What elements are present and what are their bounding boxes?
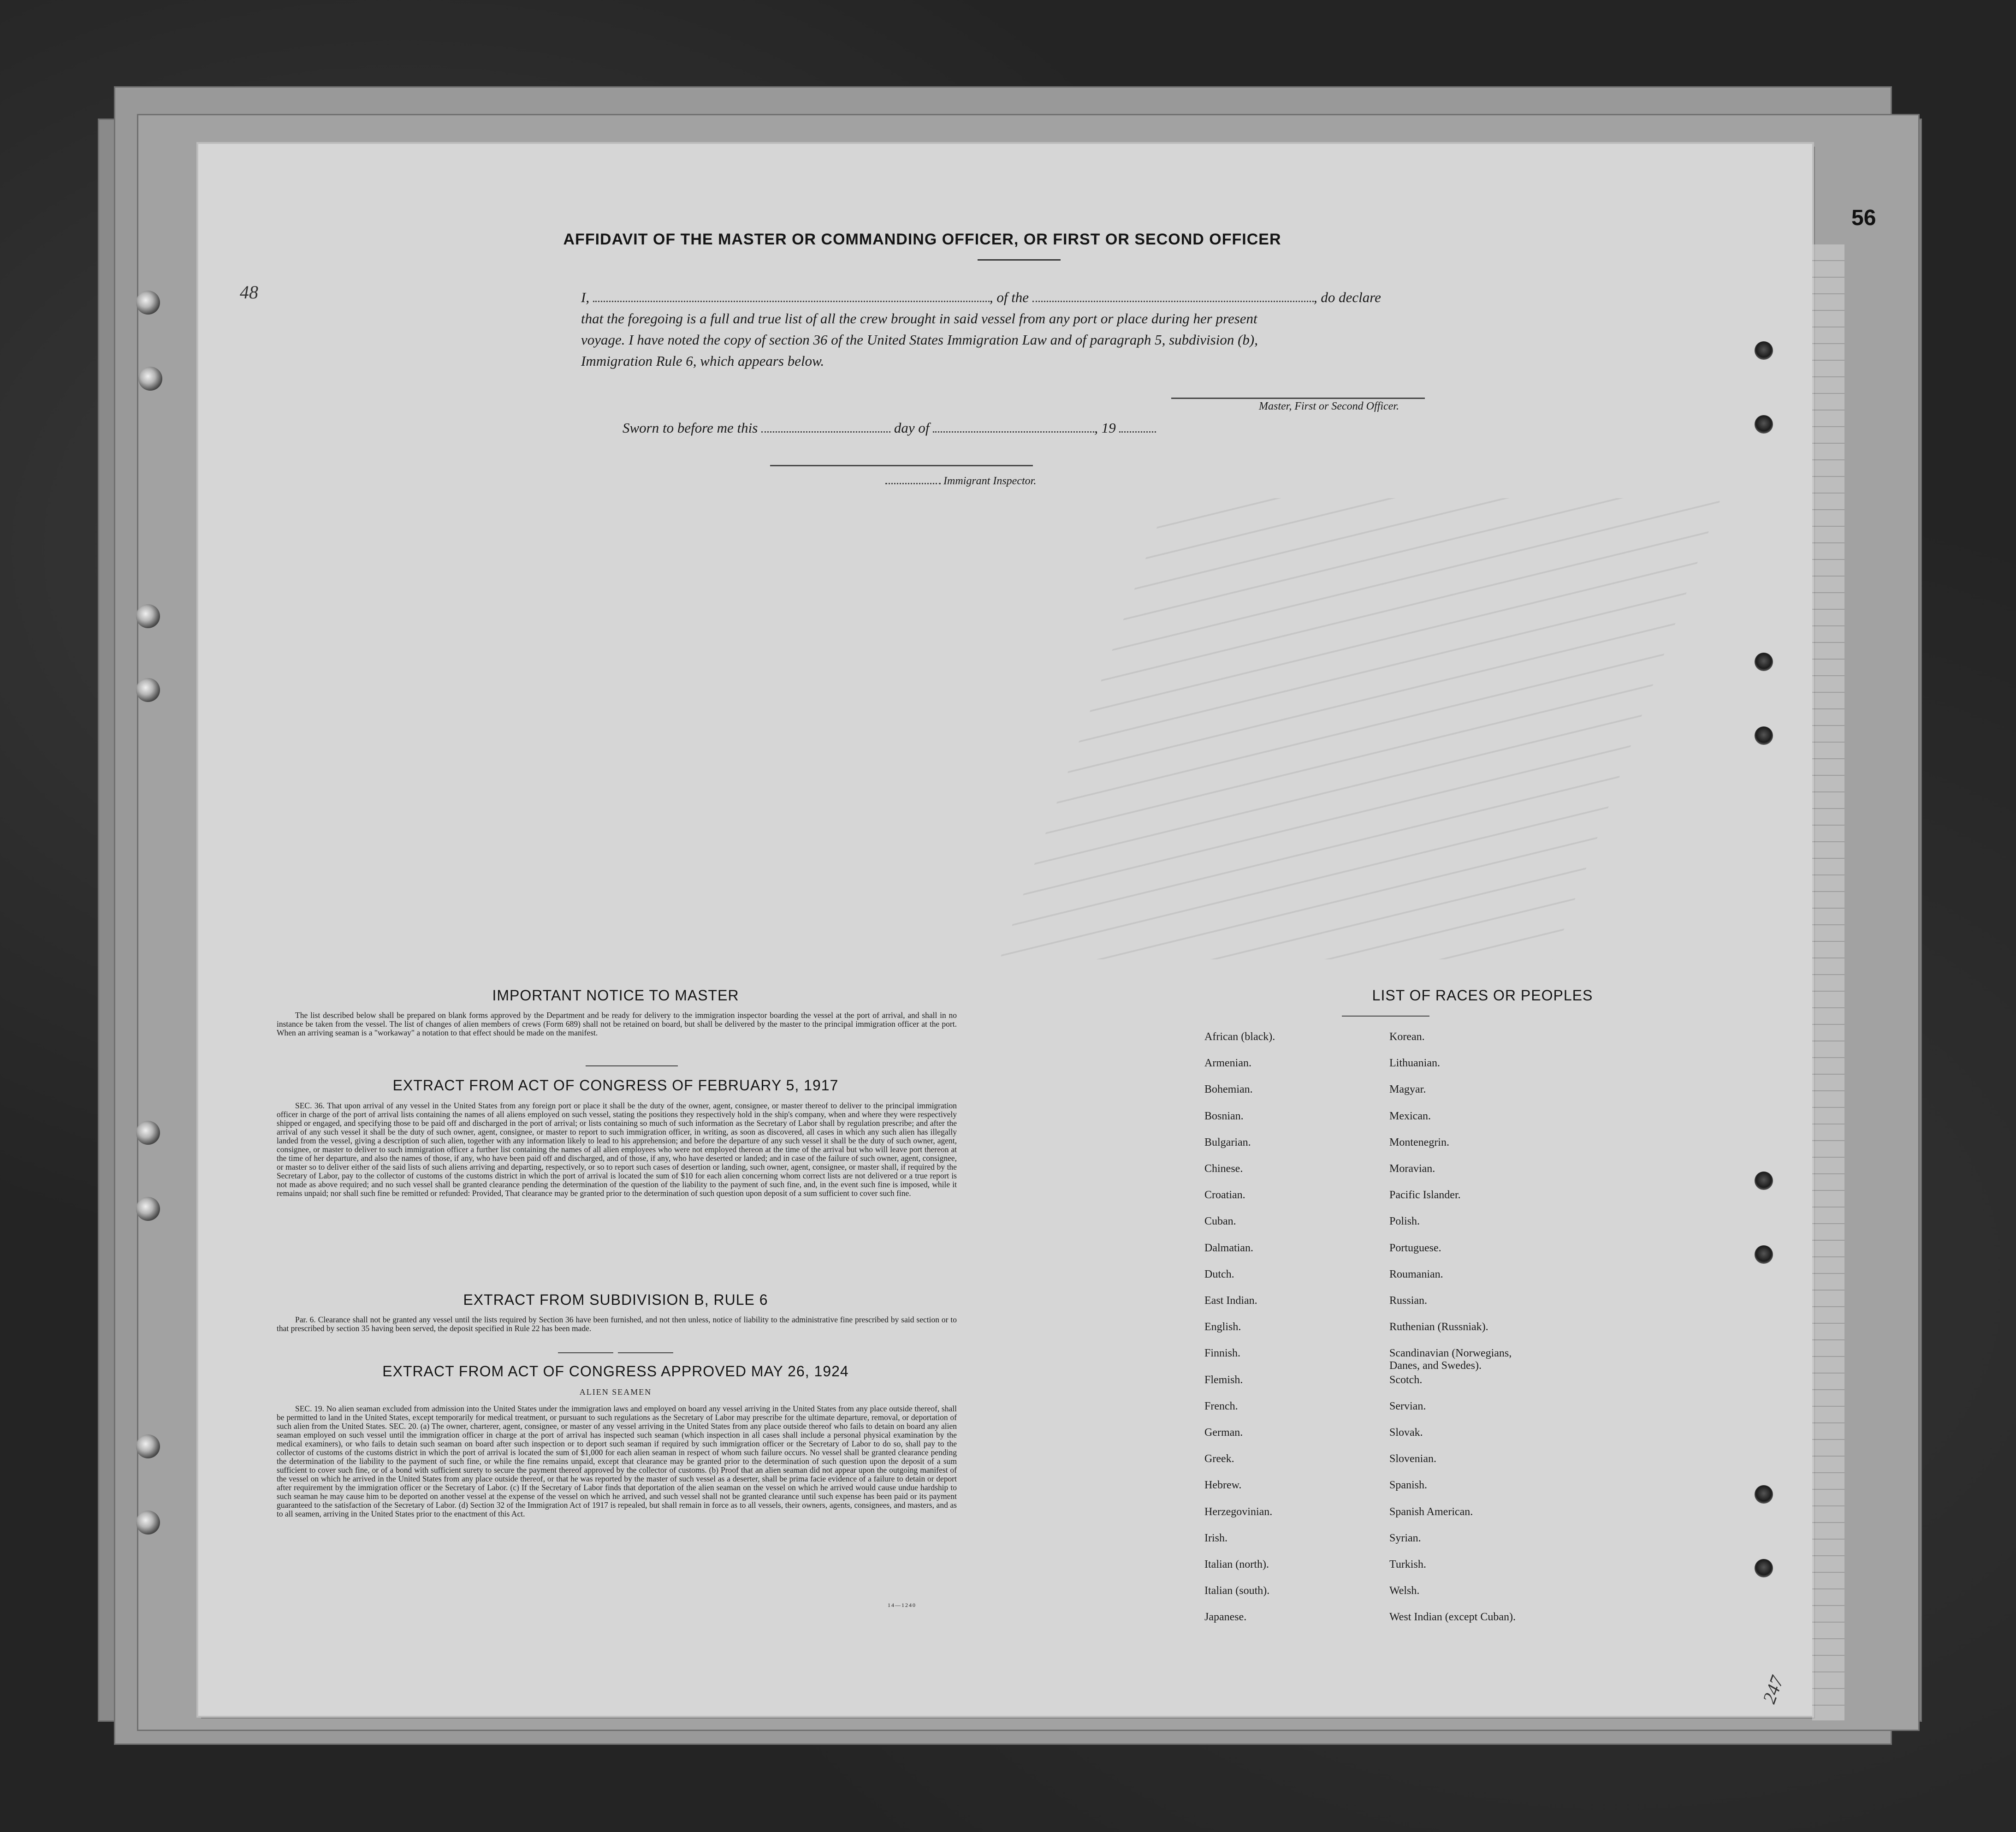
race-item: Slovak. xyxy=(1389,1427,1423,1439)
divider xyxy=(586,1065,678,1066)
binder-hole xyxy=(136,604,160,628)
sworn-text: Sworn to before me this xyxy=(623,420,758,436)
binder-hole xyxy=(1755,415,1773,434)
handwritten-number: 48 xyxy=(240,282,258,303)
race-item: Italian (south). xyxy=(1204,1585,1270,1597)
ledger-edge xyxy=(1812,244,1844,1720)
name-blank xyxy=(593,301,990,302)
handwritten-number: 247 xyxy=(1758,1673,1788,1707)
decl-declare: , do declare xyxy=(1313,289,1381,305)
race-item: Hebrew. xyxy=(1204,1479,1242,1492)
race-item: Armenian. xyxy=(1204,1057,1251,1070)
binder-hole xyxy=(138,367,162,391)
race-item: Italian (north). xyxy=(1204,1558,1269,1570)
divider xyxy=(558,1352,613,1353)
month-blank xyxy=(933,431,1094,433)
master-label: Master, First or Second Officer. xyxy=(1259,400,1399,412)
race-item: Roumanian. xyxy=(1389,1268,1443,1280)
notice-title: IMPORTANT NOTICE TO MASTER xyxy=(492,987,739,1004)
race-item: Spanish American. xyxy=(1389,1505,1473,1518)
inspector-label-text: Immigrant Inspector. xyxy=(943,475,1037,487)
race-item: Japanese. xyxy=(1204,1611,1247,1624)
race-item: Finnish. xyxy=(1204,1347,1241,1360)
binder-hole xyxy=(1755,653,1773,671)
race-item: African (black). xyxy=(1204,1031,1275,1043)
race-item: Bohemian. xyxy=(1204,1083,1253,1096)
race-item: Portuguese. xyxy=(1389,1242,1441,1254)
race-item: Turkish. xyxy=(1389,1558,1426,1570)
binder-hole xyxy=(136,291,160,315)
race-item: Dutch. xyxy=(1204,1268,1234,1280)
race-item: English. xyxy=(1204,1321,1241,1333)
declaration-line-2: that the foregoing is a full and true list of all the crew brought in said vessel from any port or place during her present xyxy=(581,310,1257,327)
binder-hole xyxy=(1755,1485,1773,1504)
race-item: Korean. xyxy=(1389,1031,1425,1043)
extract2-title: EXTRACT FROM SUBDIVISION B, RULE 6 xyxy=(463,1291,768,1308)
binder-hole xyxy=(1755,1245,1773,1264)
race-item: Syrian. xyxy=(1389,1532,1421,1544)
notice-text: The list described below shall be prepared on blank forms approved by the Department and be ready for delivery to the immigration inspector boarding the vessel at the port of arrival, and shall in no instance be taken from the vessel. The list of changes of alien members of crews (Form 689) shall not be retained on board, but shall be delivered by the master to the principal immigration officer at the port. When an arriving seaman is a "workaway" a notation to that effect should be made on the manifest. xyxy=(277,1011,957,1037)
race-item: Danes, and Swedes). xyxy=(1389,1360,1482,1372)
race-item: Spanish. xyxy=(1389,1479,1428,1492)
declaration-line-4: Immigration Rule 6, which appears below. xyxy=(581,353,824,369)
binder-hole xyxy=(1755,1559,1773,1577)
year-blank xyxy=(1119,431,1156,433)
extract3-subtitle: ALIEN SEAMEN xyxy=(579,1387,652,1397)
inspector-signature-line xyxy=(770,465,1033,466)
race-item: Bulgarian. xyxy=(1204,1136,1251,1148)
binder-hole xyxy=(136,1434,160,1458)
race-item: Scandinavian (Norwegians, xyxy=(1389,1347,1512,1360)
master-signature-line xyxy=(1171,398,1425,399)
form-code: 14—1240 xyxy=(888,1602,916,1608)
race-item: Pacific Islander. xyxy=(1389,1189,1461,1202)
race-item: Magyar. xyxy=(1389,1083,1426,1096)
race-item: Servian. xyxy=(1389,1400,1426,1412)
race-item: Polish. xyxy=(1389,1215,1420,1228)
binder-hole xyxy=(136,678,160,702)
race-item: French. xyxy=(1204,1400,1238,1412)
binder-hole xyxy=(136,1197,160,1221)
race-item: Bosnian. xyxy=(1204,1110,1244,1122)
sworn-line xyxy=(623,417,1222,439)
race-item: Lithuanian. xyxy=(1389,1057,1440,1070)
binder-hole xyxy=(1755,1172,1773,1190)
sworn-year-text: , 19 xyxy=(1094,420,1116,436)
decl-i: I, xyxy=(581,289,590,305)
race-item: East Indian. xyxy=(1204,1295,1257,1307)
title-rule xyxy=(978,259,1061,261)
extract2-text: Par. 6. Clearance shall not be granted any vessel until the lists required by Section 36 have been furnished, and not then unless, notice of liability to the administrative fine prescribed by said section or to that prescribed by section 35 having been served, the deposit specified in Rule 22 has been made. xyxy=(277,1315,957,1333)
binder-hole xyxy=(136,1511,160,1535)
race-item: Mexican. xyxy=(1389,1110,1431,1122)
race-item: Slovenian. xyxy=(1389,1453,1436,1465)
race-item: Cuban. xyxy=(1204,1215,1236,1228)
inspector-label xyxy=(885,475,1036,488)
day-blank xyxy=(761,431,890,433)
vessel-blank xyxy=(1032,301,1314,302)
race-item: Croatian. xyxy=(1204,1189,1245,1202)
race-item: Dalmatian. xyxy=(1204,1242,1253,1254)
affidavit-title: AFFIDAVIT OF THE MASTER OR COMMANDING OFFICER, OR FIRST OR SECOND OFFICER xyxy=(563,231,1281,248)
race-item: Scotch. xyxy=(1389,1374,1423,1386)
binder-hole xyxy=(136,1121,160,1145)
race-item: Moravian. xyxy=(1389,1163,1435,1175)
divider xyxy=(618,1352,673,1353)
binder-hole xyxy=(1755,726,1773,745)
race-item: Montenegrin. xyxy=(1389,1136,1449,1148)
declaration-line-3: voyage. I have noted the copy of section 36 of the United States Immigration Law and of paragraph 5, subdivision (b), xyxy=(581,332,1258,348)
page-number: 56 xyxy=(1851,206,1876,230)
race-item: Flemish. xyxy=(1204,1374,1243,1386)
race-item: West Indian (except Cuban). xyxy=(1389,1611,1516,1624)
race-item: Greek. xyxy=(1204,1453,1234,1465)
races-title: LIST OF RACES OR PEOPLES xyxy=(1372,987,1593,1004)
declaration-line-1 xyxy=(581,287,1462,308)
race-item: Chinese. xyxy=(1204,1163,1243,1175)
binder-hole xyxy=(1755,341,1773,360)
race-item: German. xyxy=(1204,1427,1243,1439)
extract3-title: EXTRACT FROM ACT OF CONGRESS APPROVED MAY 26, 1924 xyxy=(382,1363,849,1380)
extract3-text: SEC. 19. No alien seaman excluded from admission into the United States under the immigration laws and employed on board any vessel arriving in the United States from any place outside thereof, shall be permitted to land in the United States, except temporarily for medical treatment, or pursuant to such regulations as the Secretary of Labor may prescribe for the ultimate departure, removal, or deportation of such alien from the United States. SEC. 20. (a) The owner, charterer, agent, consignee, or master of any vessel arriving in the United States from any place outside thereof who fails to detain on board any alien seaman employed on such vessel until the immigration officer in charge at the port of arrival has inspected such seaman (which inspection in all cases shall include a personal physical examination by the medical examiners), or who fails to detain such seaman on board after such inspection or to deport such seaman if required by such immigration officer or the Secretary of Labor to do so, shall pay to the collector of customs of the customs district in which the port of arrival is located the sum of $1,000 for each alien seaman in respect of whom such failure occurs. No vessel shall be granted clearance pending the determination of the liability to the payment of such fine, or while the fine remains unpaid, except that clearance may be granted prior to the determination of such question upon the deposit of a sum sufficient to cover such fine, or of a bond with sufficient surety to secure the payment thereof approved by the collector of customs. (b) Proof that an alien seaman did not appear upon the outgoing manifest of the vessel on which he arrived in the United States from any place outside thereof, or that he was reported by the master of such vessel as a deserter, shall be prima facie evidence of a failure to detain or deport after requirement by the immigration officer or the Secretary of Labor. (c) If the Secretary of Labor finds that deportation of the alien seaman on the vessel on which he arrived would cause undue hardship to such seaman he may cause him to be deported on another vessel at the expense of the vessel on which he arrived, and such vessel shall not be granted clearance until such expense has been paid or its payment guaranteed to the satisfaction of the Secretary of Labor. (d) Section 32 of the Immigration Act of 1917 is repealed, but shall remain in force as to all vessels, their owners, agents, consignees, and masters, and as to all seamen, arriving in the United States prior to the enactment of this Act. xyxy=(277,1404,957,1518)
divider xyxy=(1342,1016,1429,1017)
inspector-blank xyxy=(885,483,941,484)
race-item: Welsh. xyxy=(1389,1585,1420,1597)
extract1-text: SEC. 36. That upon arrival of any vessel in the United States from any foreign port or place it shall be the duty of the owner, agent, consignee, or master thereof to deliver to the principal immigration officer in charge of the port of arrival lists containing the names of all aliens employed on such vessel, stating the positions they respectively hold in the ship's company, when and where they were respectively shipped or engaged, and specifying those to be paid off and discharged in the port of arrival; or lists containing so much of such information as the Secretary of Labor shall by regulation prescribe; and after the arrival of any such vessel it shall be the duty of such owner, agent, consignee, or master to report to such immigration officer, in writing, as soon as discovered, all cases in which any such alien has illegally landed from the vessel, giving a description of such alien, together with any information likely to lead to his apprehension; and before the departure of any such vessel it shall be the duty of such owner, agent, consignee, or master to deliver to such immigration officer a further list containing the names of all alien employees who were not employed thereon at the time of the arrival but who will leave port thereon at the time of her departure, and also the names of those, if any, who have been paid off and discharged, and of those, if any, who have deserted or landed; and in case of the failure of such owner, agent, consignee, or master so to deliver either of the said lists of such aliens arriving and departing, respectively, or so to report such cases of desertion or landing, such owner, agent, consignee, or master shall, if required by the Secretary of Labor, pay to the collector of customs of the customs district in which the port of arrival is located the sum of $10 for each alien concerning whom correct lists are not delivered or a true report is not made as above required; and no such vessel shall be granted clearance pending the determination of the question of the liability to the payment of such fine, and, in the event such fine is imposed, while it remains unpaid; nor shall such fine be remitted or refunded: Provided, That clearance may be granted prior to the determination of such question upon deposit of a sum sufficient to cover such fine. xyxy=(277,1101,957,1198)
extract1-title: EXTRACT FROM ACT OF CONGRESS OF FEBRUARY 5, 1917 xyxy=(392,1077,839,1094)
race-item: Irish. xyxy=(1204,1532,1227,1544)
race-item: Ruthenian (Russniak). xyxy=(1389,1321,1488,1333)
race-item: Herzegovinian. xyxy=(1204,1505,1273,1518)
decl-of-the: , of the xyxy=(989,289,1029,305)
race-item: Russian. xyxy=(1389,1295,1428,1307)
sworn-day-text: day of xyxy=(894,420,930,436)
